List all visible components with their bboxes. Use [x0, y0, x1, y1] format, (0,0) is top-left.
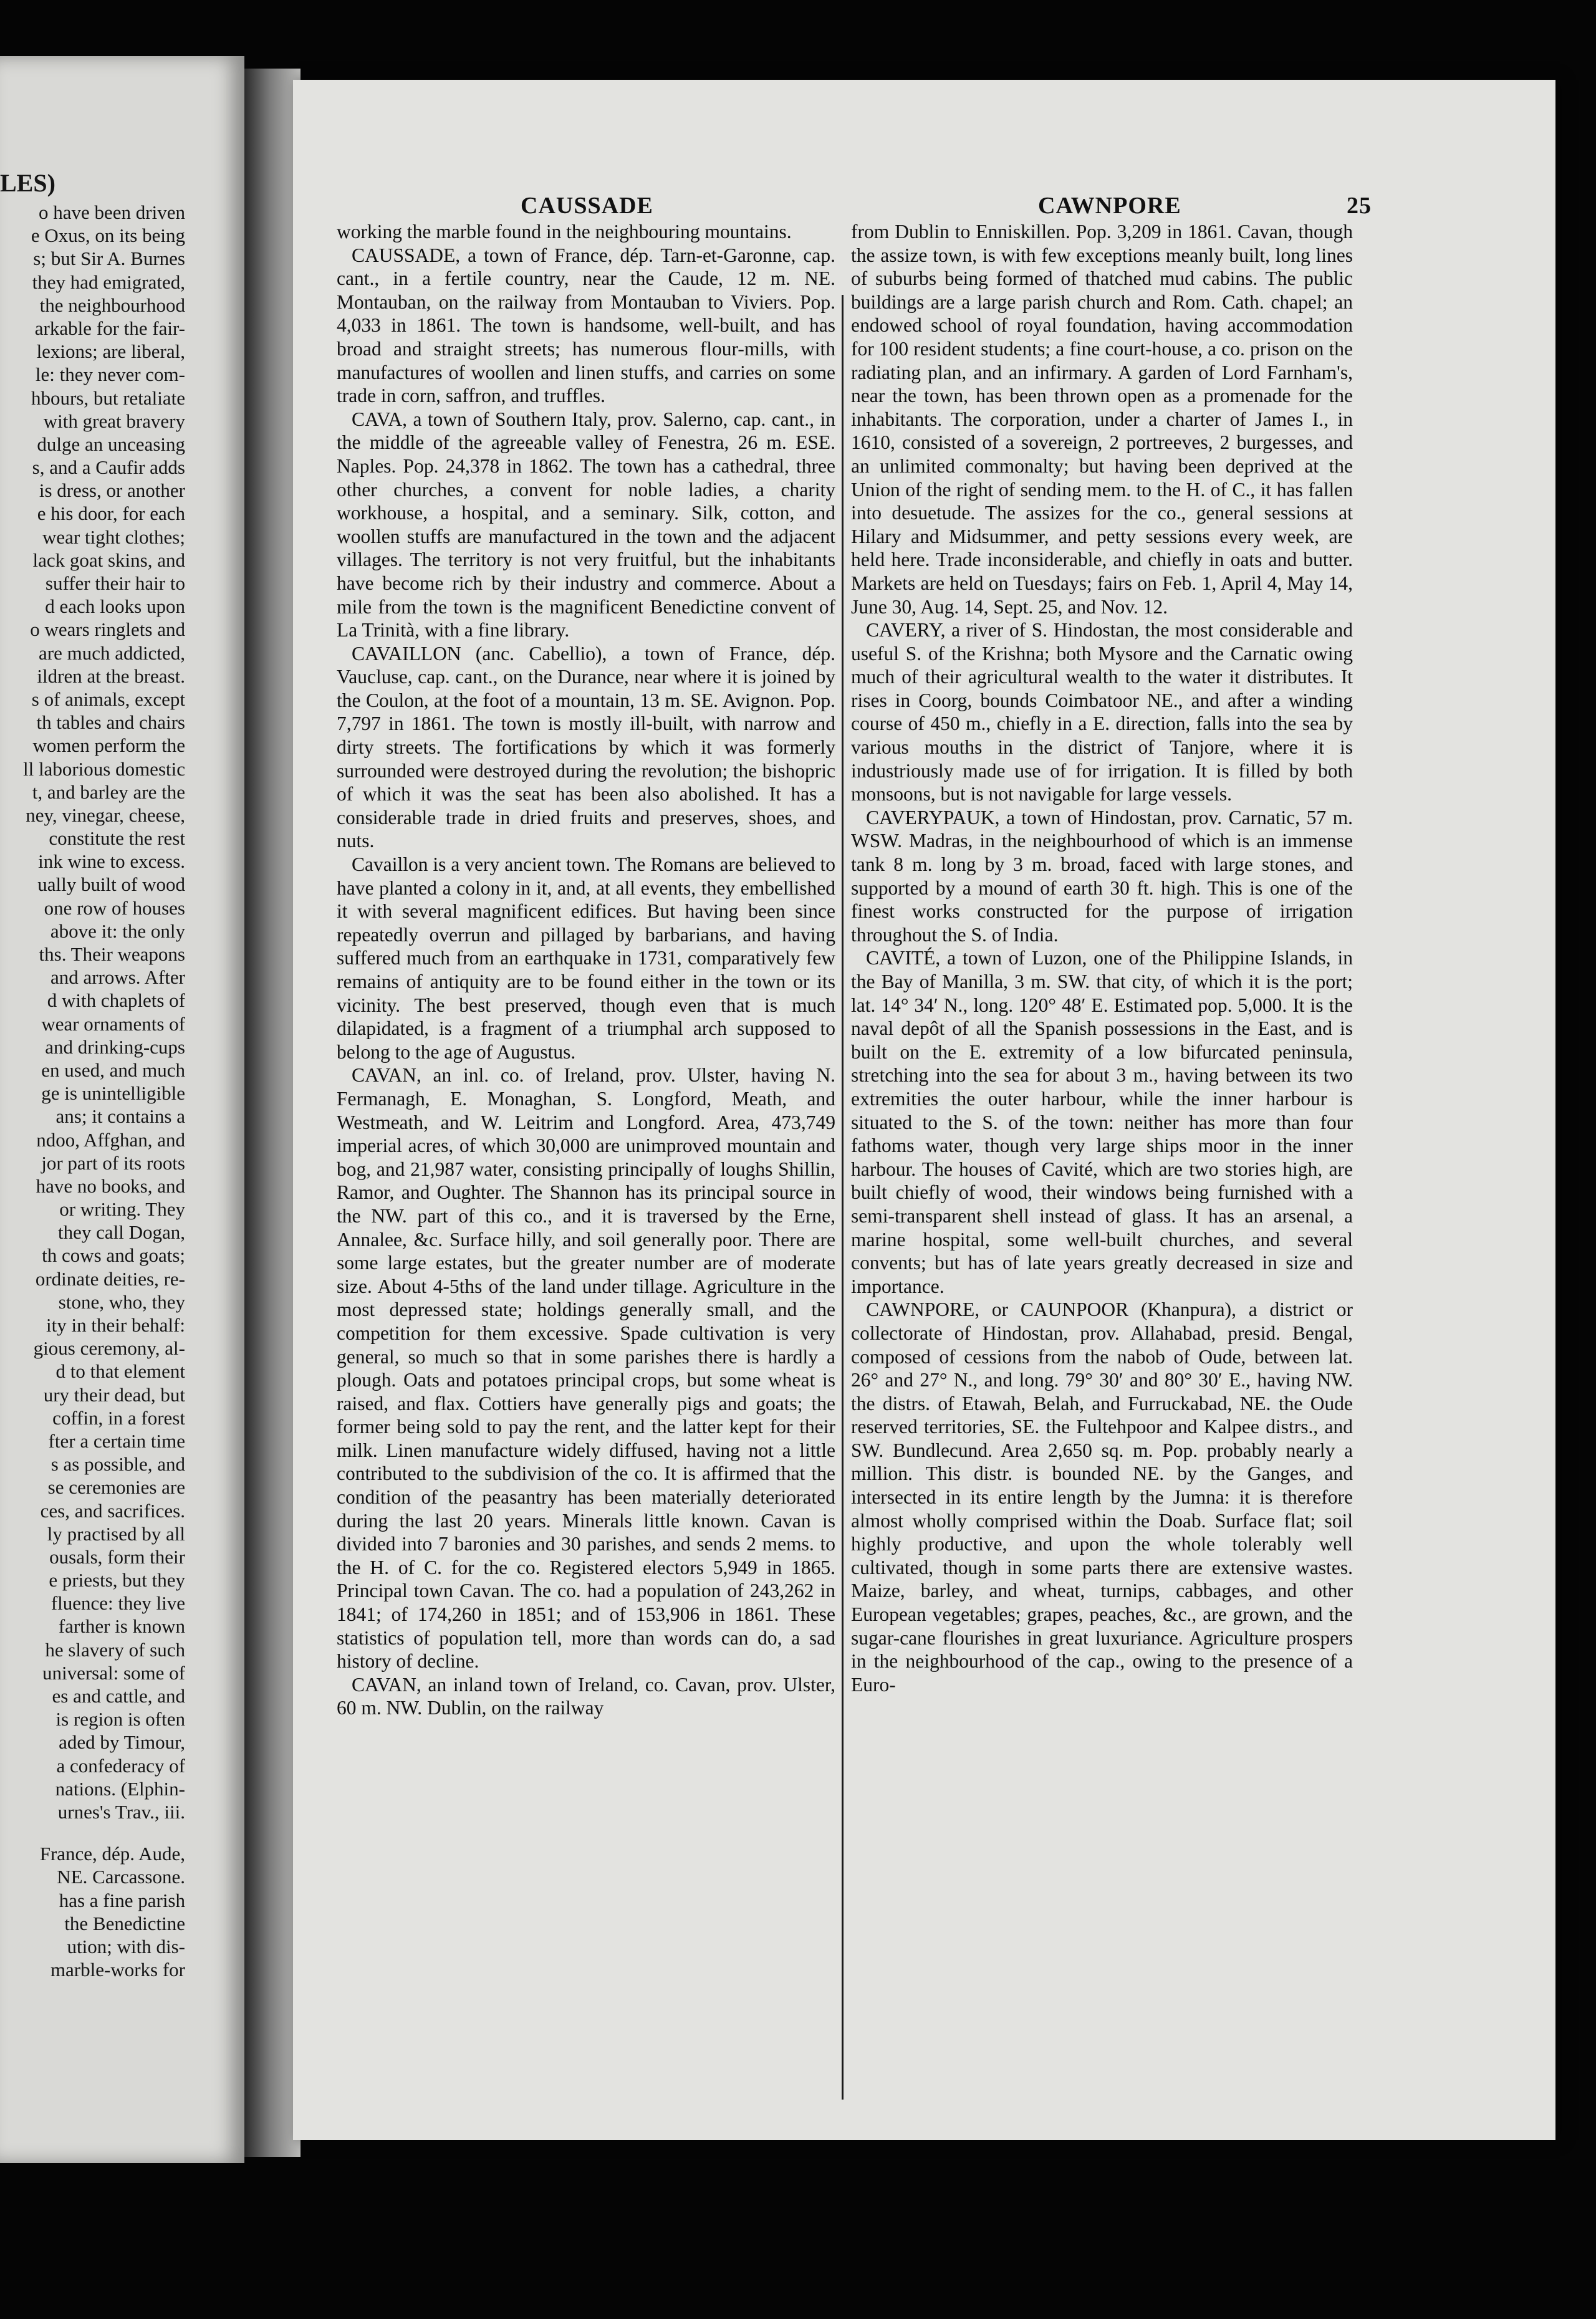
left-page-line: th cows and goats; — [42, 1244, 185, 1267]
entry-cavan-county: CAVAN, an inl. co. of Ireland, prov. Ulster, having N. Fermanagh, E. Monaghan, S. Longford, Meath, and Westmeath, and W. Leitrim and Longford. Area, 473,749 imperial acres, of which 30,000 are unimproved mountain and bog, and 21,987 water, consisting principally of loughs Shillin, Ramor, and Oughter. The Shannon has its principal source in the NW. part of this co., and it is traversed by the Erne, Annalee, &c. Surface hilly, and soil generally poor. There are some large estates, but the greater number are of moderate size. About 4-5ths of the land under tillage. Agriculture in the most depressed state; holdings generally small, and the competition for them excessive. Spade cultivation is very general, so much so that in some parishes there is hardly a plough. Oats and potatoes principal crops, but some wheat is raised, and flax. Cottiers have generally pigs and goats; the former being sold to pay the rent, and the latter kept for their milk. Linen manufacture widely diffused, having not a little contributed to the subdivision of the co. It is affirmed that the condition of the peasantry has been materially deteriorated during the last 20 years. Minerals little known. Cavan is divided into 7 baronies and 30 parishes, and sends 2 mems. to the H. of C. for the co. Registered electors 5,949 in 1865. Principal town Cavan. The co. had a population of 243,262 in 1841; of 174,260 in 1851; and of 153,906 in 1861. These statistics of population tell, more than words can do, a sad history of decline. — [337, 1064, 835, 1673]
left-page-line: e his door, for each — [37, 502, 185, 525]
left-page-line: ution; with dis- — [67, 1935, 185, 1957]
left-page-line: s as possible, and — [50, 1453, 185, 1476]
left-page-text — [0, 201, 185, 1981]
left-page-line — [0, 1823, 185, 1842]
left-page-line: ually built of wood — [37, 873, 185, 896]
left-page-line: t, and barley are the — [32, 780, 185, 803]
left-page-line: ousals, form their — [49, 1545, 185, 1568]
left-page-line: women perform the — [32, 734, 185, 757]
left-page-line: ly practised by all — [47, 1522, 185, 1545]
column-one — [337, 220, 835, 1720]
left-page-line: France, dép. Aude, — [39, 1843, 185, 1865]
left-page-line: a confederacy of — [56, 1754, 185, 1777]
left-page-line: ney, vinegar, cheese, — [26, 804, 185, 826]
left-page-line: ans; it contains a — [55, 1105, 185, 1128]
left-page-line: one row of houses — [44, 896, 185, 919]
left-page-line: gious ceremony, al- — [33, 1337, 185, 1360]
left-page-line: es and cattle, and — [52, 1685, 185, 1707]
left-page-line: aded by Timour, — [59, 1731, 185, 1754]
page-number: 25 — [1347, 193, 1372, 219]
left-page-line: wear tight clothes; — [42, 526, 185, 548]
left-page-line: he slavery of such — [45, 1638, 185, 1661]
left-page-line: jor part of its roots — [41, 1151, 185, 1174]
left-page-line: d with chaplets of — [47, 989, 185, 1012]
entry-cawnpore: CAWNPORE, or CAUNPOOR (Khanpura), a district or collectorate of Hindostan, prov. Allahabad, presid. Bengal, composed of cessions from the nabob of Oude, between lat. 26° and 27° N., and long. 79° 30′ and 80° 30′ E., having NW. the distrs. of Etawah, Belah, and Furruckabad, NE. the Oude reserved territories, SE. the Fultehpoor and Kalpee distrs., and SW. Bundlecund. Area 2,650 sq. m. Pop. probably nearly a million. This distr. is bounded NE. by the Ganges, and intersected in its entire length by the Jumna: it is therefore almost wholly comprised within the Doab. Surface flat; soil highly productive, and upon the whole tolerably well cultivated, though in some parts there are extensive wastes. Maize, barley, and wheat, turnips, cabbages, and other European vegetables; grapes, peaches, &c., are grown, and the sugar-cane flourishes in great luxuriance. Agriculture prospers in the neighbourhood of the cap., owing to the presence of a Euro- — [851, 1299, 1353, 1696]
right-page — [293, 80, 1555, 2140]
entry-cavaillon-history: Cavaillon is a very ancient town. The Romans are believed to have planted a colony in it, and, at all events, they embellished it with several magnificent edifices. But having been since repeatedly overrun and pillaged by barbarians, and having suffered much from an earthquake in 1731, comparatively few remains of antiquity are to be found either in the town or its vicinity. The best preserved, though even that is much dilapidated, is a fragment of a triumphal arch supposed to belong to the age of Augustus. — [337, 853, 835, 1063]
left-page-line: lack goat skins, and — [32, 549, 185, 571]
left-page-line: suffer their hair to — [45, 572, 185, 594]
left-page-line: ildren at the breast. — [37, 665, 185, 687]
left-page-line: above it: the only — [50, 919, 185, 942]
left-page-line: ll laborious domestic — [22, 757, 185, 780]
left-page-line: se ceremonies are — [47, 1476, 185, 1499]
left-page-line: have no books, and — [36, 1174, 185, 1197]
left-page-line: ces, and sacrifices. — [40, 1499, 185, 1522]
left-page-line: d each looks upon — [45, 595, 185, 618]
left-page-line: stone, who, they — [58, 1290, 185, 1313]
left-page-line: hbours, but retaliate — [31, 386, 185, 409]
left-page-line: wear ornaments of — [41, 1012, 185, 1035]
left-page-line: ndoo, Affghan, and — [36, 1128, 185, 1151]
left-page-line: farther is known — [58, 1615, 185, 1638]
entry-cavite: CAVITÉ, a town of Luzon, one of the Philippine Islands, in the Bay of Manilla, 3 m. SW. that city, of which it is the port; lat. 14° 34′ N., long. 120° 48′ E. Estimated pop. 5,000. It is the naval depôt of all the Spanish possessions in the East, and is built on the E. extremity of a low bifurcated peninsula, stretching into the sea for about 3 m., having between its two extremities the outer harbour, while the inner harbour is situated to the S. of the town: neither has more than four fathoms water, though very large ships moor in the inner harbour. The houses of Cavité, which are two stories high, are built chiefly of wood, their windows being furnished with a semi-transparent shell instead of glass. It has an arsenal, a marine hospital, some well-built churches, and several convents; but has of late years greatly decreased in size and importance. — [851, 947, 1353, 1297]
entry-cavery: CAVERY, a river of S. Hindostan, the most considerable and useful S. of the Krishna; both Mysore and the Carnatic owing much of their agricultural wealth to the water it distributes. It rises in Coorg, bounds Coimbatoor NE., and after a winding course of 450 m., chiefly in a E. direction, falls into the sea by various mouths in the district of Tanjore, where it is industriously made use of for irrigation. It is filled by both monsoons, but is not navigable for large vessels. — [851, 619, 1353, 805]
left-page-line: ge is unintelligible — [41, 1082, 185, 1105]
left-page-line: and arrows. After — [50, 966, 185, 989]
left-page-line: marble-works for — [50, 1959, 185, 1981]
left-page-line: constitute the rest — [49, 827, 185, 850]
left-page-line: urnes's Trav., iii. — [57, 1800, 185, 1823]
left-page-line: nations. (Elphin- — [55, 1777, 185, 1800]
left-page-line: s, and a Caufir adds — [32, 456, 185, 479]
left-page-line: or writing. They — [59, 1198, 185, 1221]
left-page-line: d to that element — [55, 1360, 185, 1383]
entry-caussade: CAUSSADE, a town of France, dép. Tarn-et-Garonne, cap. cant., in a fertile country, near the Caude, 12 m. NE. Montauban, on the railway from Montauban to Viviers. Pop. 4,033 in 1861. The town is handsome, well-built, and has broad and straight streets; has numerous flour-mills, with manufactures of woollen and linen stuffs, and carries on some trade in corn, saffron, and truffles. — [337, 244, 835, 407]
left-page-header: LES) — [0, 169, 55, 197]
left-page-line: universal: some of — [42, 1661, 185, 1684]
left-page-line: le: they never com- — [35, 363, 185, 386]
book-gutter — [244, 69, 300, 2157]
left-page-line: arkable for the fair- — [34, 317, 185, 339]
left-page-line: ury their dead, but — [43, 1383, 185, 1406]
left-page-line: ity in their behalf: — [46, 1314, 185, 1336]
left-page-line: they call Dogan, — [57, 1221, 185, 1244]
left-page-line: the Benedictine — [64, 1912, 185, 1934]
left-page-line: dulge an unceasing — [37, 433, 185, 455]
left-page-line: NE. Carcassone. — [57, 1866, 185, 1888]
left-page-line: with great bravery — [43, 410, 185, 432]
left-page-line: ths. Their weapons — [39, 943, 185, 965]
header-right-word: CAWNPORE — [1038, 193, 1181, 219]
entry-cavaillon: CAVAILLON (anc. Cabellio), a town of France, dép. Vaucluse, cap. cant., on the Durance, near where it is joined by the Coulon, at the foot of a mountain, 13 m. SE. Avignon. Pop. 7,797 in 1861. The town is mostly ill-built, with narrow and dirty streets. The fortifications by which it was formerly surrounded were destroyed during the revolution; the bishopric of which it was the seat has been also abolished. It has a considerable trade in dried fruits and preserves, shoes, and nuts. — [337, 642, 835, 852]
left-page-line: has a fine parish — [59, 1889, 185, 1911]
left-page-line: s of animals, except — [31, 688, 185, 710]
left-page-line: s; but Sir A. Burnes — [33, 247, 185, 270]
entry-cavan-continued: from Dublin to Enniskillen. Pop. 3,209 in 1861. Cavan, though the assize town, is with few exceptions meanly built, long lines of suburbs being formed of thatched mud cabins. The public buildings are a large parish church and Rom. Cath. chapel; an endowed school of royal foundation, having accommodation for 100 resident students; a fine court-house, a co. prison on the radiating plan, and an infirmary. A garden of Lord Farnham's, near the town, has been thrown open as a promenade for the inhabitants. The corporation, under a charter of James I., in 1610, consisted of a sovereign, 2 portreeves, 2 burgesses, and an unlimited commonalty; but having been deprived at the Union of the right of sending mem. to the H. of C., it has fallen into desuetude. The assizes for the co., general sessions at Hilary and Midsummer, and petty sessions every week, are held here. Trade inconsiderable, and chiefly in oats and butter. Markets are held on Tuesdays; fairs on Feb. 1, April 4, May 14, June 30, Aug. 14, Sept. 25, and Nov. 12. — [851, 221, 1353, 618]
left-page-line: fter a certain time — [48, 1429, 185, 1452]
left-page-line: is dress, or another — [39, 479, 185, 502]
left-page-line: they had emigrated, — [32, 271, 185, 293]
left-page-line: o have been driven — [39, 201, 185, 223]
left-page-line: e Oxus, on its being — [31, 224, 185, 247]
entry-cava: CAVA, a town of Southern Italy, prov. Salerno, cap. cant., in the middle of the agreeable valley of Fenestra, 26 m. ESE. Naples. Pop. 24,378 in 1862. The town has a cathedral, three other churches, a convent for noble ladies, a charity workhouse, a hospital, and a seminary. Silk, cotton, and woollen stuffs are manufactured in the town and the adjacent villages. The territory is not very fruitful, but the inhabitants have become rich by their industry and commerce. About a mile from the town is the magnificent Benedictine convent of La Trinità, with a fine library. — [337, 408, 835, 641]
left-page-line: ink wine to excess. — [38, 850, 185, 873]
left-page-line: is region is often — [55, 1708, 185, 1731]
left-page-line: are much addicted, — [39, 641, 185, 664]
column-rule — [842, 295, 844, 2100]
left-page-line: th tables and chairs — [36, 711, 185, 734]
entry-continuation: working the marble found in the neighbouring mountains. — [337, 221, 792, 242]
entry-caverypauk: CAVERYPAUK, a town of Hindostan, prov. Carnatic, 57 m. WSW. Madras, in the neighbourhood of which is an immense tank 8 m. long by 3 m. broad, faced with large stones, and supported by a mound of earth 30 ft. high. This is one of the finest works constructed for the purpose of irrigation throughout the S. of India. — [851, 806, 1353, 946]
left-page-line: e priests, but they — [49, 1569, 185, 1592]
left-page-line: lexions; are liberal, — [36, 340, 185, 363]
left-page-line: fluence: they live — [50, 1592, 185, 1615]
left-page-line: and drinking-cups — [45, 1035, 185, 1058]
column-two — [851, 220, 1353, 1696]
left-page-line: coffin, in a forest — [52, 1406, 185, 1429]
left-page-line: o wears ringlets and — [30, 618, 185, 641]
entry-cavan-town: CAVAN, an inland town of Ireland, co. Cavan, prov. Ulster, 60 m. NW. Dublin, on the railway — [337, 1673, 835, 1719]
left-page-line: en used, and much — [41, 1059, 185, 1081]
header-left-word: CAUSSADE — [521, 193, 653, 219]
left-page-line: ordinate deities, re- — [35, 1267, 185, 1290]
left-page — [0, 56, 244, 2163]
left-page-line: the neighbourhood — [39, 294, 185, 316]
